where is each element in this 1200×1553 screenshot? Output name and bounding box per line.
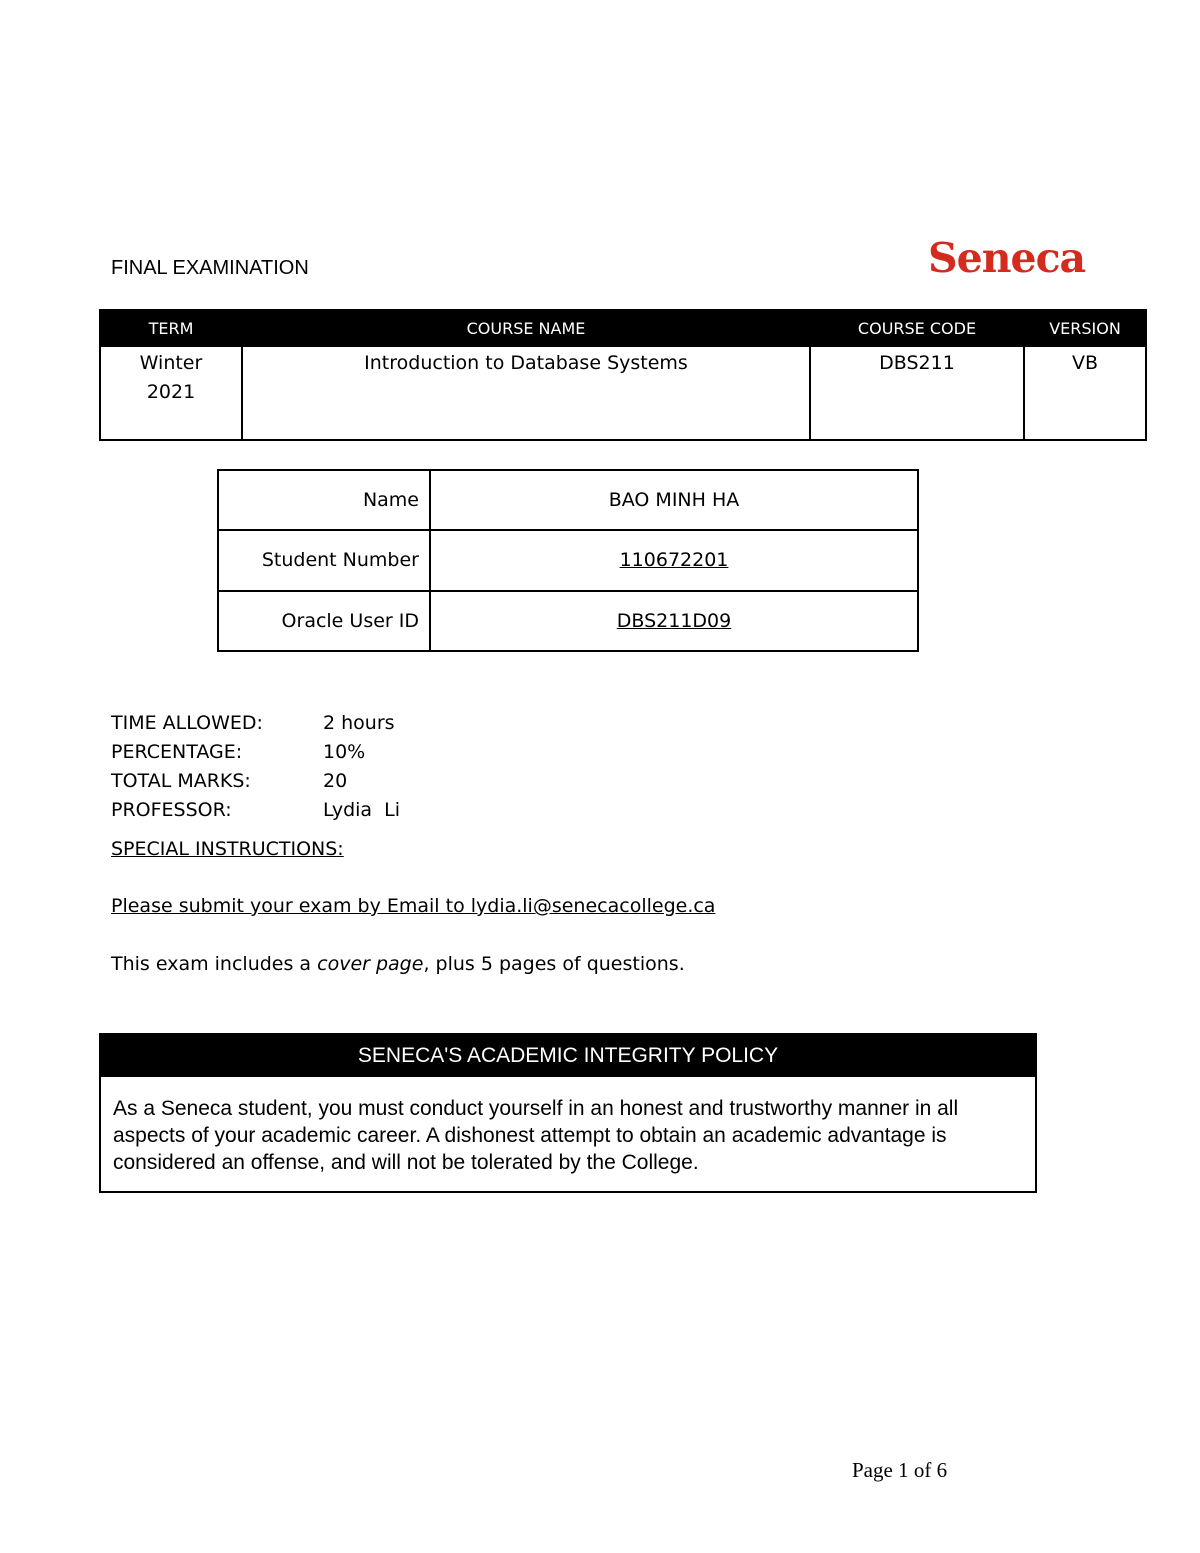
includes-italic: cover page xyxy=(317,953,424,975)
term-season: Winter xyxy=(139,352,203,374)
name-label: Name xyxy=(218,470,430,530)
time-allowed-label: TIME ALLOWED: xyxy=(111,712,263,734)
detail-row-marks xyxy=(111,767,400,796)
course-code-cell: DBS211 xyxy=(810,346,1024,440)
professor-value: Lydia Li xyxy=(323,799,401,821)
exam-details xyxy=(111,709,400,825)
oracle-id-label: Oracle User ID xyxy=(218,591,430,651)
header-version: VERSION xyxy=(1024,310,1146,346)
oracle-id-value: DBS211D09 xyxy=(430,591,918,651)
total-marks-label: TOTAL MARKS: xyxy=(111,770,251,792)
course-table xyxy=(99,309,1147,441)
term-cell xyxy=(100,346,242,440)
page-number: Page 1 of 6 xyxy=(852,1458,948,1482)
exam-title: FINAL EXAMINATION xyxy=(111,257,309,279)
percentage-value: 10% xyxy=(323,741,366,763)
percentage-label: PERCENTAGE: xyxy=(111,741,243,763)
submit-instruction: Please submit your exam by Email to lydia.li@senecacollege.ca xyxy=(111,895,716,917)
seneca-logo: Seneca xyxy=(928,234,1086,282)
course-table-row xyxy=(100,346,1146,440)
exam-includes-note xyxy=(111,951,685,977)
oracle-id-row xyxy=(218,591,918,651)
includes-after: , plus 5 pages of questions. xyxy=(423,953,685,975)
detail-row-percentage xyxy=(111,738,400,767)
integrity-policy-heading: SENECA'S ACADEMIC INTEGRITY POLICY xyxy=(101,1035,1035,1077)
professor-label: PROFESSOR: xyxy=(111,799,232,821)
student-number-value: 110672201 xyxy=(430,530,918,590)
special-instructions-heading: SPECIAL INSTRUCTIONS: xyxy=(111,838,344,860)
detail-row-time xyxy=(111,709,400,738)
header-term: TERM xyxy=(100,310,242,346)
student-number-label: Student Number xyxy=(218,530,430,590)
header-course-code: COURSE CODE xyxy=(810,310,1024,346)
header-course-name: COURSE NAME xyxy=(242,310,810,346)
student-number-row xyxy=(218,530,918,590)
total-marks-value: 20 xyxy=(323,770,348,792)
name-row xyxy=(218,470,918,530)
term-year: 2021 xyxy=(146,381,196,403)
version-cell: VB xyxy=(1024,346,1146,440)
integrity-policy-box xyxy=(99,1033,1037,1193)
includes-before: This exam includes a xyxy=(111,953,318,975)
course-table-header-row xyxy=(100,310,1146,346)
student-info-table xyxy=(217,469,919,652)
detail-row-professor xyxy=(111,796,400,825)
integrity-policy-text: As a Seneca student, you must conduct yourself in an honest and trustworthy manner in all aspects of your academic career. A dishonest attempt to obtain an academic advantage is considered an offense, and will not be tolerated by the College. xyxy=(113,1097,959,1174)
time-allowed-value: 2 hours xyxy=(323,712,395,734)
name-value: BAO MINH HA xyxy=(430,470,918,530)
course-name-cell: Introduction to Database Systems xyxy=(242,346,810,440)
